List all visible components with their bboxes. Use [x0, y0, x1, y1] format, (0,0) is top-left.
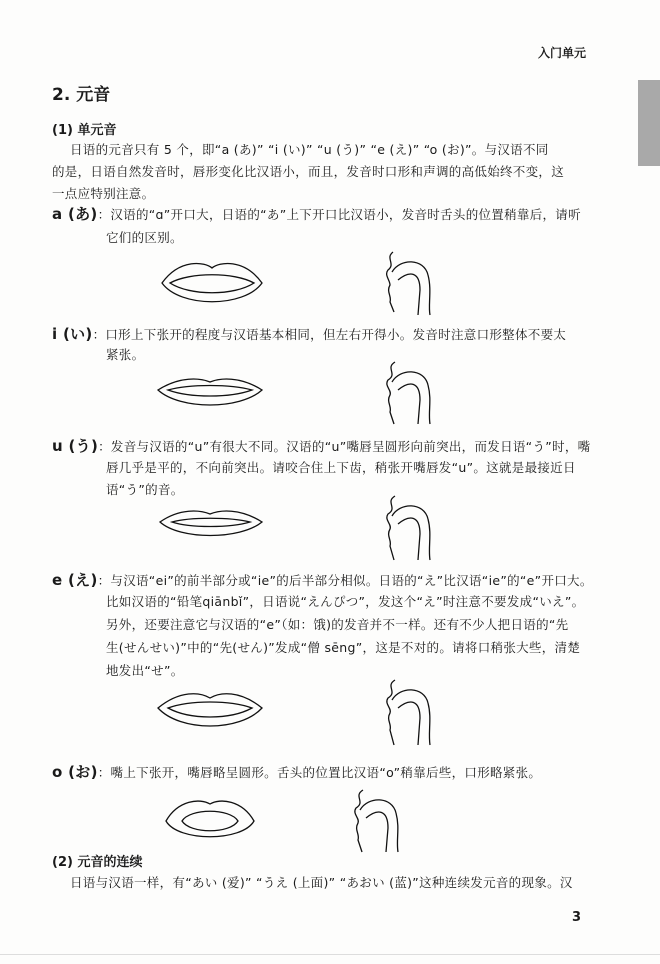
vowel-desc: 比如汉语的“铅笔qiānbǐ”，日语说“えんぴつ”，发这个“え”时注意不要发成“いえ”。 [106, 594, 585, 609]
lips-o-illustration [166, 801, 254, 837]
vowel-desc: 唇几乎是平的，不向前突出。请咬合住上下齿，稍张开嘴唇发“u”。这就是最接近日 [106, 460, 576, 475]
subsection-heading: (1) 单元音 [52, 123, 117, 138]
vowel-label: u (う) [52, 437, 99, 455]
lips-a-illustration [162, 263, 262, 301]
page-number: 3 [572, 910, 582, 925]
vowel-desc: ：与汉语“ei”的前半部分或“ie”的后半部分相似。日语的“え”比汉语“ie”的“e”开口大。 [97, 573, 593, 588]
intro-line: 的是，日语自然发音时，唇形变化比汉语小，而且，发音时口形和声调的高低始终不变，这 [52, 164, 565, 179]
lips-i-illustration [158, 379, 262, 405]
subsection-heading: (2) 元音的连续 [52, 855, 143, 870]
vowel-label: e (え) [52, 571, 98, 589]
running-header: 入门单元 [537, 46, 586, 60]
vowel-desc: 紧张。 [106, 347, 145, 362]
head-profile-o-illustration [355, 790, 398, 852]
vowel-desc: ：嘴上下张开，嘴唇略呈圆形。舌头的位置比汉语“o”稍靠后些，口形略紧张。 [97, 765, 542, 780]
page-edge-divider [0, 954, 660, 955]
vowel-desc: 地发出“せ”。 [106, 663, 184, 678]
vowel-desc: 语“う”的音。 [106, 482, 184, 497]
head-profile-u-illustration [387, 496, 430, 560]
vowel-desc: 生(せんせい)”中的“先(せん)”发成“僧 sēng”，这是不对的。请将口稍张大些，清楚 [106, 640, 581, 655]
intro-line: 日语的元音只有 5 个，即“a (あ)” “i (い)” “u (う)” “e (え)” “o (お)”。与汉语不同 [70, 142, 549, 157]
head-profile-i-illustration [387, 362, 430, 424]
vowel-label: o (お) [52, 763, 98, 781]
section-title: 2. 元音 [52, 85, 111, 105]
head-profile-a-illustration [387, 252, 430, 315]
vowel-label: i (い) [52, 325, 93, 343]
vowel-desc: ：口形上下张开的程度与汉语基本相同，但左右开得小。发音时注意口形整体不要太 [92, 327, 567, 342]
vowel-label: a (あ) [52, 205, 98, 223]
vowel-desc: 它们的区别。 [106, 230, 183, 245]
intro-line: 一点应特别注意。 [52, 186, 155, 201]
lips-u-illustration [160, 511, 262, 535]
head-profile-e-illustration [387, 680, 430, 745]
vowel-desc: ：发音与汉语的“u”有很大不同。汉语的“u”嘴唇呈圆形向前突出，而发日语“う”时，嘴 [98, 439, 591, 454]
paragraph-line: 日语与汉语一样，有“あい (爱)” “うえ (上面)” “あおい (蓝)”这种连续发元音的现象。汉 [70, 875, 573, 890]
lips-e-illustration [158, 694, 262, 726]
vowel-desc: 另外，还要注意它与汉语的“e”（如：饿)的发音并不一样。还有不少人把日语的“先 [106, 617, 569, 632]
vowel-desc: ：汉语的“ɑ”开口大，日语的“あ”上下开口比汉语小，发音时舌头的位置稍靠后，请听 [97, 207, 581, 222]
